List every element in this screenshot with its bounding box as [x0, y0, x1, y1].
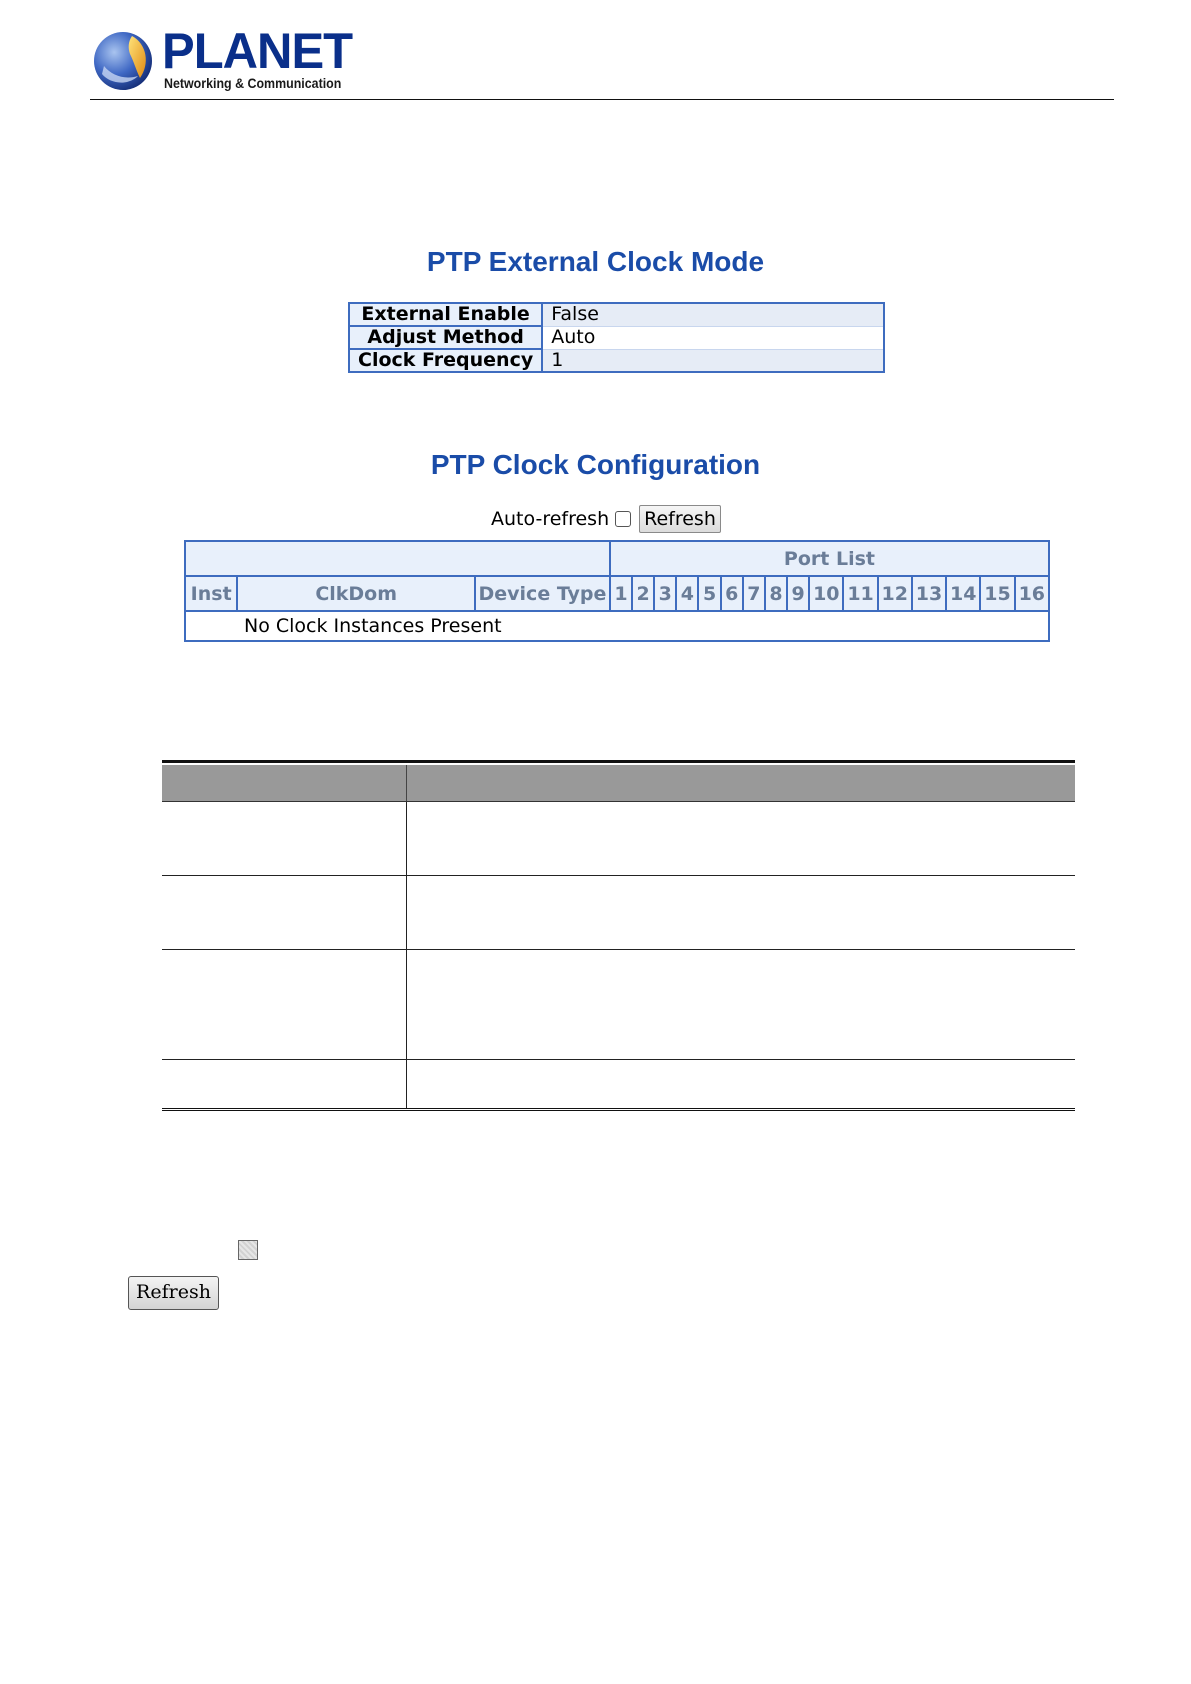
external-enable-value: False: [542, 303, 884, 326]
port-header: 14: [946, 576, 980, 611]
refresh-button-sample[interactable]: Refresh: [128, 1276, 219, 1310]
auto-refresh-bar: [491, 505, 721, 533]
port-header: 1: [610, 576, 632, 611]
column-divider: [406, 950, 407, 1059]
table-top-rule: [162, 760, 1075, 763]
port-header: 6: [721, 576, 743, 611]
header-divider: [90, 99, 1114, 100]
port-header: 4: [676, 576, 698, 611]
auto-refresh-checkbox[interactable]: [615, 511, 631, 527]
clock-frequency-value: 1: [542, 349, 884, 372]
table-bottom-rule: [162, 1108, 1075, 1111]
auto-refresh-checkbox-sample[interactable]: [238, 1240, 258, 1260]
table-row: [162, 802, 1075, 876]
empty-message: No Clock Instances Present: [244, 615, 502, 637]
port-header: 7: [743, 576, 765, 611]
external-clock-title: PTP External Clock Mode: [426, 246, 765, 277]
logo-tagline: Networking & Communication: [164, 76, 342, 91]
port-header: 9: [787, 576, 809, 611]
auto-refresh-label: Auto-refresh: [491, 508, 610, 530]
table-header-row: [185, 541, 1049, 576]
adjust-method-label: Adjust Method: [349, 326, 542, 349]
planet-logo: [92, 23, 353, 98]
logo-wordmark: PLANET: [162, 23, 353, 79]
column-divider: [406, 1060, 407, 1108]
external-clock-table: [348, 302, 885, 373]
table-row: [162, 876, 1075, 950]
inst-column-header: Inst: [185, 576, 237, 611]
clkdom-column-header: ClkDom: [237, 576, 475, 611]
port-header: 3: [654, 576, 676, 611]
adjust-method-value: Auto: [542, 326, 884, 349]
table-row: [349, 326, 884, 349]
table-row: [349, 303, 884, 326]
column-divider: [406, 765, 407, 801]
port-header: 10: [809, 576, 843, 611]
header-spacer: [185, 541, 610, 576]
port-header: 8: [765, 576, 787, 611]
external-enable-label: External Enable: [349, 303, 542, 326]
table-row: [185, 611, 1049, 641]
port-header: 5: [698, 576, 720, 611]
port-list-header: Port List: [610, 541, 1049, 576]
globe-icon: [92, 30, 154, 92]
port-header: 2: [632, 576, 654, 611]
column-divider: [406, 876, 407, 949]
table-row: [162, 950, 1075, 1060]
port-header: 15: [980, 576, 1014, 611]
table-header-row: [185, 576, 1049, 611]
port-header: 11: [843, 576, 877, 611]
table-row: [349, 349, 884, 372]
refresh-button[interactable]: Refresh: [639, 505, 721, 533]
port-header: 13: [912, 576, 946, 611]
clock-config-title: PTP Clock Configuration: [430, 449, 761, 480]
clock-config-table: [184, 540, 1050, 642]
table-header-row: [162, 765, 1075, 802]
port-header: 16: [1015, 576, 1049, 611]
clock-frequency-label: Clock Frequency: [349, 349, 542, 372]
column-divider: [406, 802, 407, 875]
device-type-column-header: Device Type: [475, 576, 610, 611]
table-row: [162, 1060, 1075, 1108]
port-header: 12: [878, 576, 912, 611]
